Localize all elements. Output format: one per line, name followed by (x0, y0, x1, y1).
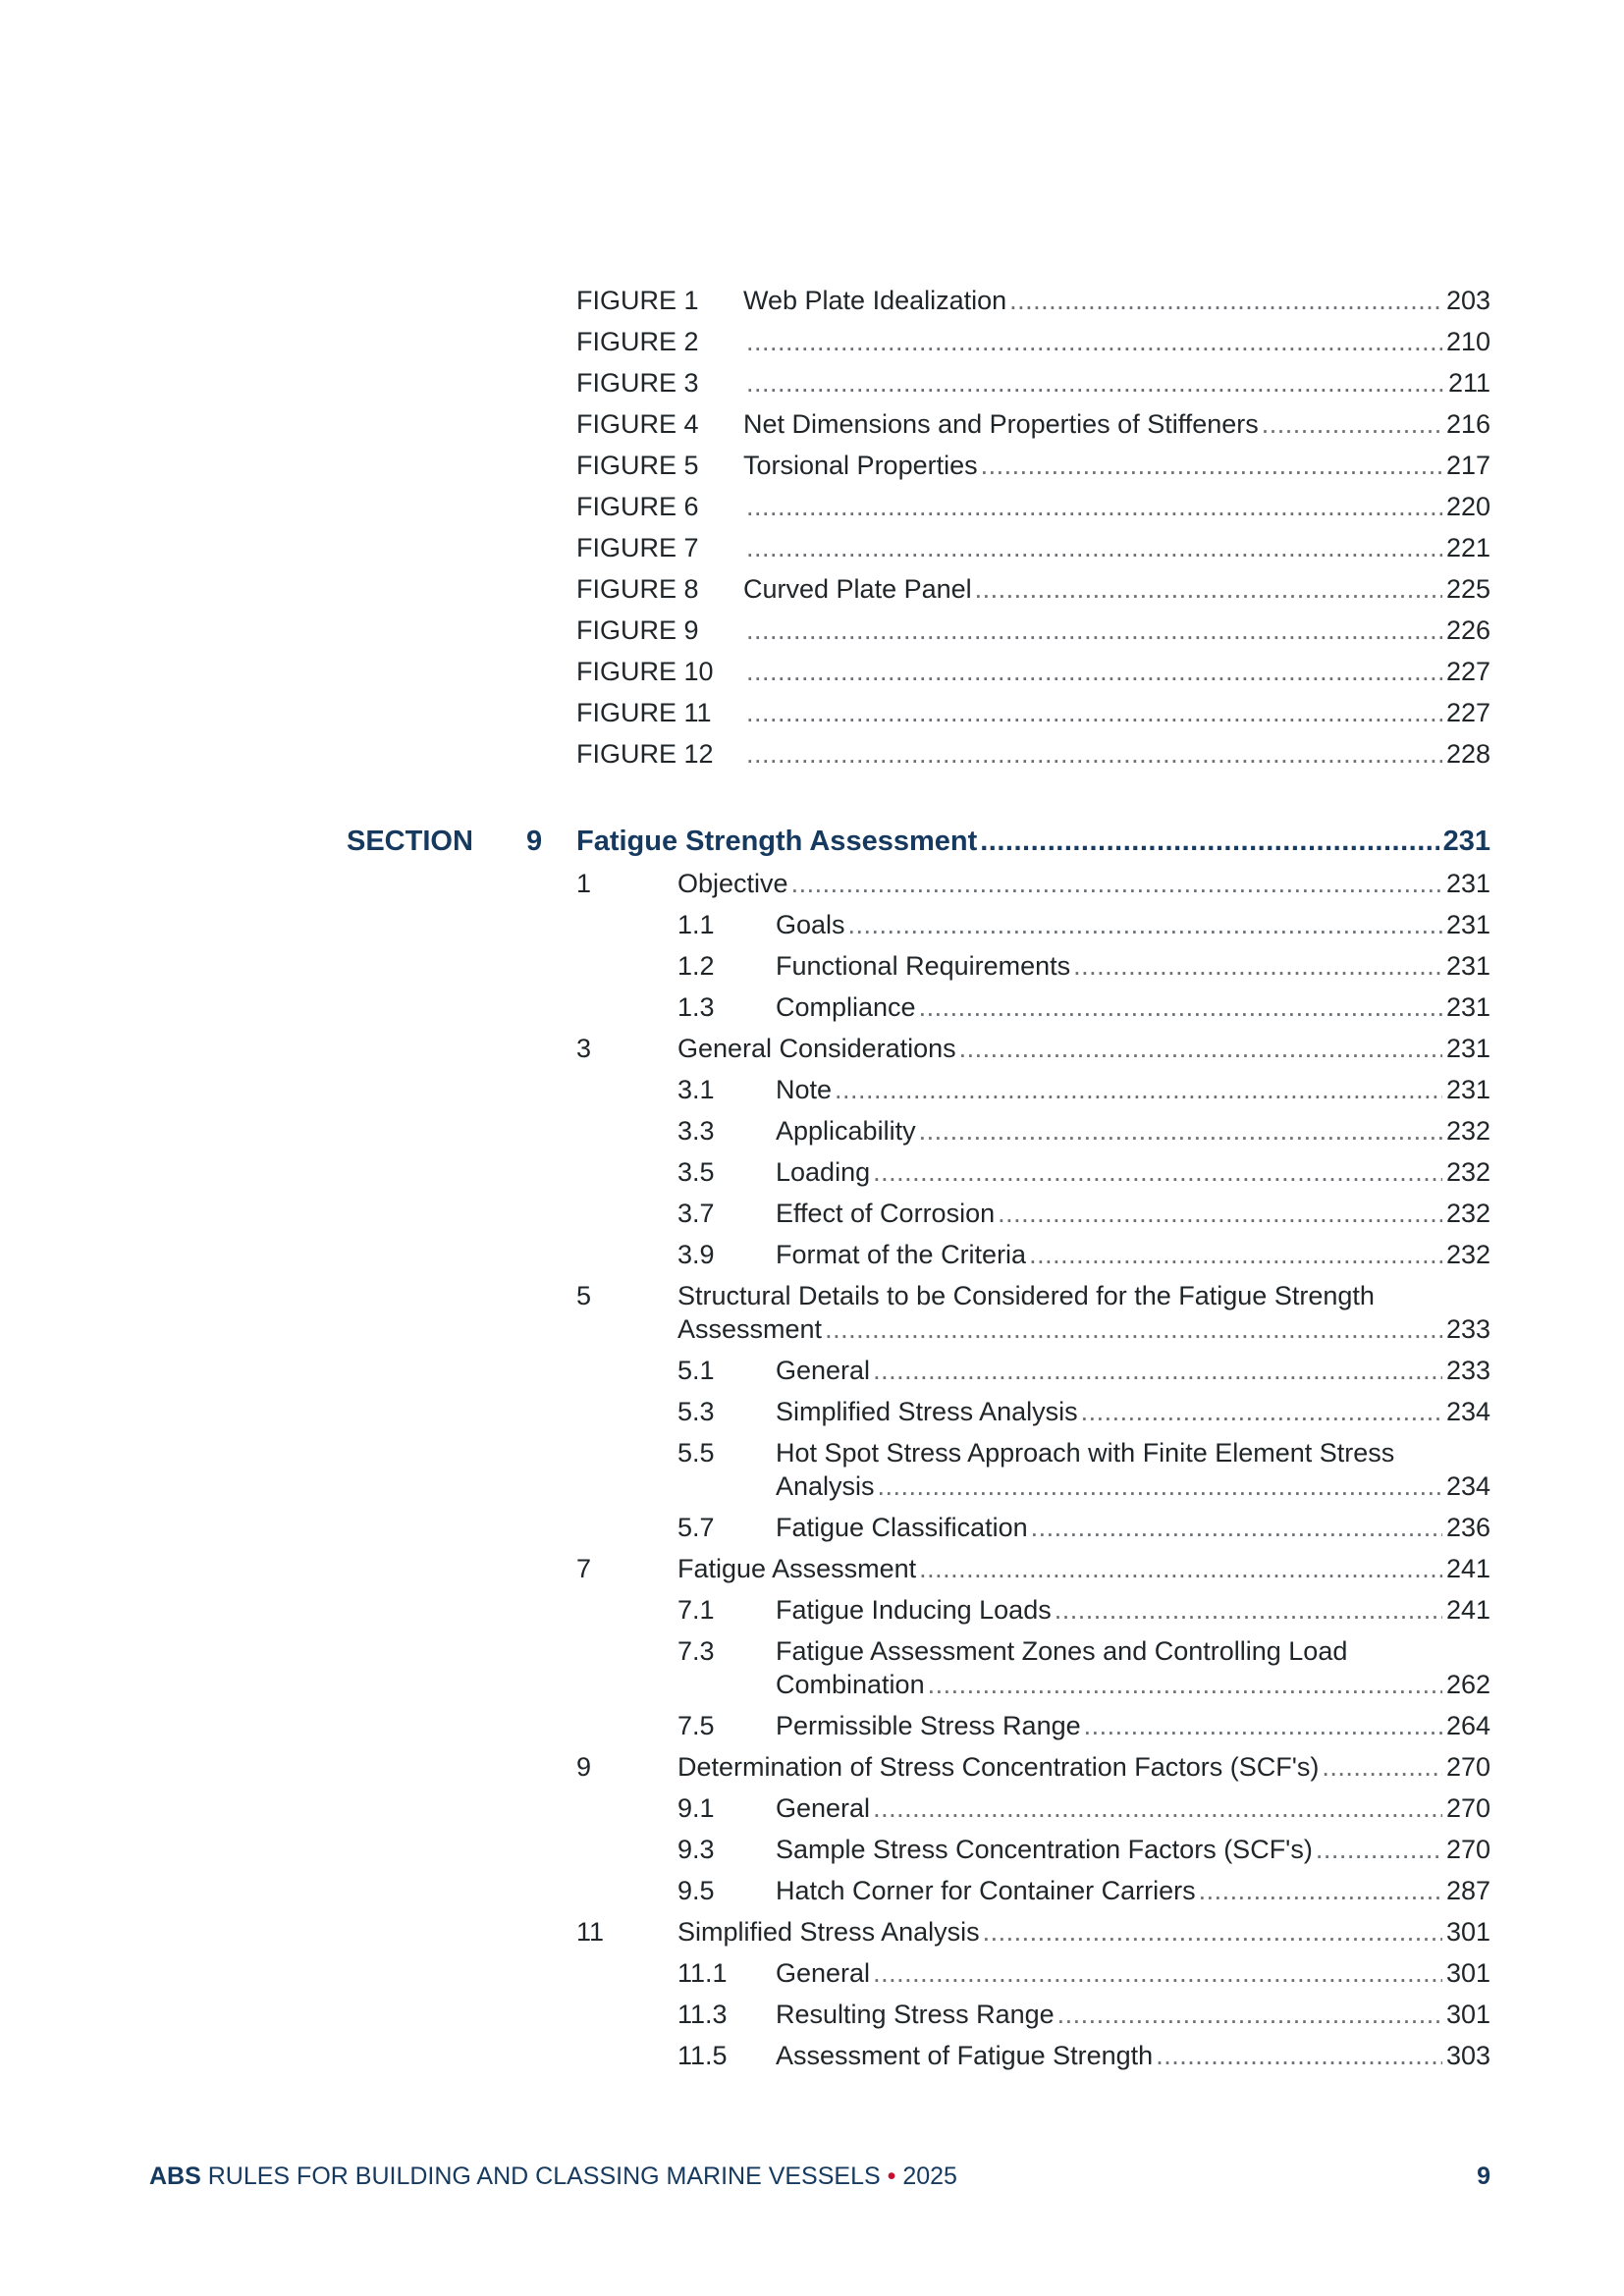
dot-leader (791, 868, 1442, 899)
page-number: 210 (1445, 327, 1490, 356)
dot-leader (1073, 950, 1442, 982)
figure-label: FIGURE 5 (576, 451, 699, 480)
page-number: 241 (1445, 1554, 1490, 1583)
figure-label: FIGURE 12 (576, 739, 714, 769)
page-number: 234 (1445, 1397, 1490, 1426)
page-number: 262 (1445, 1670, 1490, 1699)
entry-number: 5.1 (677, 1356, 715, 1385)
dot-leader (746, 326, 1442, 357)
entry-number: 7 (576, 1554, 592, 1583)
entry-title: General (776, 1958, 871, 1988)
figure-label: FIGURE 11 (576, 698, 712, 727)
dot-leader (1057, 1999, 1442, 2030)
toc-figure-row[interactable] (576, 614, 1490, 646)
dot-leader (1009, 285, 1442, 316)
entry-title: Fatigue Inducing Loads (776, 1595, 1052, 1625)
page-number: 232 (1445, 1116, 1490, 1146)
dot-leader (1199, 1875, 1442, 1906)
entry-title: Objective (677, 869, 788, 898)
entry-number: 7.3 (677, 1636, 715, 1666)
figure-title: Torsional Properties (743, 451, 978, 480)
toc-entry[interactable] (776, 1239, 1490, 1270)
dot-leader (848, 909, 1442, 940)
toc-figure-row[interactable] (576, 573, 1490, 605)
section-title: Fatigue Strength Assessment (576, 826, 978, 857)
page-number: 203 (1445, 286, 1490, 315)
toc-entry[interactable] (776, 1999, 1490, 2030)
section-number: 9 (526, 826, 543, 857)
page-number: 232 (1445, 1199, 1490, 1228)
page-number: 264 (1445, 1711, 1490, 1740)
entry-number: 7.5 (677, 1711, 715, 1740)
footer-text: RULES FOR BUILDING AND CLASSING MARINE VESSELS (207, 2163, 881, 2190)
entry-number: 3.9 (677, 1240, 715, 1269)
entry-number: 3 (576, 1034, 592, 1063)
toc-entry[interactable] (776, 1669, 1490, 1700)
dot-leader (873, 1156, 1442, 1188)
dot-leader (998, 1198, 1442, 1229)
toc-entry[interactable] (776, 1957, 1490, 1989)
toc-entry[interactable] (776, 1115, 1490, 1147)
entry-number: 3.7 (677, 1199, 715, 1228)
toc-figure-row[interactable] (576, 656, 1490, 687)
figure-label: FIGURE 1 (576, 286, 699, 315)
page-number: 231 (1445, 869, 1490, 898)
toc-entry[interactable] (776, 909, 1490, 940)
dot-leader (981, 450, 1442, 481)
dot-leader (746, 491, 1442, 522)
page-number: 211 (1447, 368, 1490, 398)
page-number: 301 (1445, 1958, 1490, 1988)
entry-number: 11.1 (677, 1958, 728, 1988)
page-number: 231 (1445, 951, 1490, 981)
dot-leader (980, 825, 1438, 858)
entry-title: Simplified Stress Analysis (677, 1917, 980, 1947)
dot-leader (1156, 2040, 1442, 2071)
toc-entry[interactable] (776, 1470, 1490, 1502)
dot-leader (746, 614, 1442, 646)
page-number: 236 (1445, 1513, 1490, 1542)
figure-label: FIGURE 6 (576, 492, 699, 521)
entry-title: Combination (776, 1670, 925, 1699)
toc-entry[interactable] (776, 1792, 1490, 1824)
page-number: 287 (1445, 1876, 1490, 1905)
figure-title: Web Plate Idealization (743, 286, 1007, 315)
entry-number: 9.1 (677, 1793, 715, 1823)
dot-leader (919, 1115, 1442, 1147)
entry-title: Permissible Stress Range (776, 1711, 1081, 1740)
toc-entry[interactable] (677, 1033, 1490, 1064)
toc-entry[interactable] (776, 1710, 1490, 1741)
entry-number: 5.5 (677, 1438, 715, 1468)
toc-entry[interactable] (776, 1198, 1490, 1229)
entry-title: Sample Stress Concentration Factors (SCF's) (776, 1835, 1313, 1864)
toc-entry[interactable] (776, 950, 1490, 982)
toc-entry[interactable] (677, 1553, 1490, 1584)
toc-entry[interactable] (677, 1751, 1490, 1783)
entry-title: Analysis (776, 1471, 875, 1501)
toc-entry[interactable] (776, 1156, 1490, 1188)
dot-leader (746, 738, 1442, 770)
page-number: 270 (1445, 1793, 1490, 1823)
section-title-row[interactable] (576, 825, 1490, 858)
entry-number: 3.3 (677, 1116, 715, 1146)
dot-leader (1055, 1594, 1442, 1626)
footer-page-number: 9 (1477, 2163, 1490, 2190)
dot-leader (1084, 1710, 1442, 1741)
figure-title: Net Dimensions and Properties of Stiffeners (743, 409, 1259, 439)
entry-number: 3.1 (677, 1075, 715, 1104)
entry-number: 7.1 (677, 1595, 715, 1625)
footer-brand: ABS (149, 2163, 201, 2190)
entry-title: Applicability (776, 1116, 916, 1146)
entry-title-line[interactable]: Hot Spot Stress Approach with Finite Element Stress (776, 1438, 1395, 1468)
toc-entry[interactable] (776, 1512, 1490, 1543)
page-number: 221 (1445, 533, 1490, 562)
entry-number: 5.7 (677, 1513, 715, 1542)
dot-leader (975, 573, 1442, 605)
dot-leader (1081, 1396, 1442, 1427)
page-number: 217 (1445, 451, 1490, 480)
dot-leader (878, 1470, 1442, 1502)
entry-number: 1.1 (677, 910, 715, 939)
dot-leader (835, 1074, 1442, 1105)
figure-label: FIGURE 10 (576, 657, 714, 686)
figure-title: Curved Plate Panel (743, 574, 972, 604)
page-number: 233 (1445, 1314, 1490, 1344)
toc-figure-row[interactable] (576, 532, 1490, 563)
entry-number: 11.3 (677, 2000, 728, 2029)
page-number: 226 (1445, 615, 1490, 645)
entry-title: Determination of Stress Concentration Factors (SCF's) (677, 1752, 1320, 1782)
dot-leader (746, 656, 1442, 687)
page-number: 303 (1445, 2041, 1490, 2070)
toc-entry[interactable] (677, 868, 1490, 899)
footer-bullet: • (887, 2163, 896, 2190)
page-number: 227 (1445, 657, 1490, 686)
figure-label: FIGURE 7 (576, 533, 699, 562)
entry-title: Simplified Stress Analysis (776, 1397, 1078, 1426)
entry-title: Assessment of Fatigue Strength (776, 2041, 1154, 2070)
entry-number: 9.3 (677, 1835, 715, 1864)
figure-label: FIGURE 4 (576, 409, 699, 439)
section-word: SECTION (347, 826, 473, 857)
page-number: 233 (1445, 1356, 1490, 1385)
entry-title: Assessment (677, 1314, 823, 1344)
toc-entry[interactable] (776, 1074, 1490, 1105)
page-number: 301 (1445, 2000, 1490, 2029)
page-footer (149, 2162, 1490, 2191)
dot-leader (746, 367, 1444, 399)
toc-figure-row[interactable] (576, 738, 1490, 770)
entry-title: General (776, 1356, 871, 1385)
dot-leader (1262, 408, 1442, 440)
toc-entry[interactable] (677, 1916, 1490, 1948)
section-page: 231 (1442, 826, 1490, 857)
entry-title-line[interactable]: Fatigue Assessment Zones and Controlling Load (776, 1636, 1348, 1666)
dot-leader (873, 1957, 1442, 1989)
toc-figure-row[interactable] (576, 408, 1490, 440)
entry-title: Effect of Corrosion (776, 1199, 996, 1228)
page-number: 231 (1445, 1034, 1490, 1063)
entry-title: Hatch Corner for Container Carriers (776, 1876, 1196, 1905)
page-number: 241 (1445, 1595, 1490, 1625)
toc-entry[interactable] (677, 1313, 1490, 1345)
toc-figure-row[interactable] (576, 285, 1490, 316)
page-number: 231 (1445, 992, 1490, 1022)
dot-leader (1029, 1239, 1442, 1270)
entry-title: General Considerations (677, 1034, 956, 1063)
toc-entry[interactable] (776, 1355, 1490, 1386)
page-number: 228 (1445, 739, 1490, 769)
entry-number: 1.2 (677, 951, 715, 981)
page-number: 231 (1445, 1075, 1490, 1104)
dot-leader (928, 1669, 1442, 1700)
entry-title: Resulting Stress Range (776, 2000, 1055, 2029)
entry-number: 1.3 (677, 992, 715, 1022)
entry-number: 11.5 (677, 2041, 728, 2070)
page-number: 227 (1445, 698, 1490, 727)
toc-entry[interactable] (776, 1834, 1490, 1865)
dot-leader (746, 697, 1442, 728)
toc-figure-row[interactable] (576, 697, 1490, 728)
toc-entry[interactable] (776, 1396, 1490, 1427)
dot-leader (1031, 1512, 1442, 1543)
toc-figure-row[interactable] (576, 326, 1490, 357)
toc-figure-row[interactable] (576, 367, 1490, 399)
toc-figure-row[interactable] (576, 491, 1490, 522)
entry-title: Goals (776, 910, 845, 939)
dot-leader (873, 1792, 1442, 1824)
entry-title-line[interactable]: Structural Details to be Considered for the Fatigue Strength (677, 1281, 1375, 1310)
page-number: 225 (1445, 574, 1490, 604)
dot-leader (983, 1916, 1442, 1948)
toc-entry[interactable] (776, 991, 1490, 1023)
page-number: 234 (1445, 1471, 1490, 1501)
entry-number: 9.5 (677, 1876, 715, 1905)
entry-title: Fatigue Assessment (677, 1554, 917, 1583)
entry-number: 5 (576, 1281, 592, 1310)
page-number: 216 (1445, 409, 1490, 439)
dot-leader (873, 1355, 1442, 1386)
toc-entry[interactable] (776, 1875, 1490, 1906)
entry-title: Format of the Criteria (776, 1240, 1027, 1269)
entry-number: 11 (576, 1917, 605, 1947)
page-number: 301 (1445, 1917, 1490, 1947)
page-number: 220 (1445, 492, 1490, 521)
dot-leader (919, 1553, 1442, 1584)
dot-leader (959, 1033, 1442, 1064)
entry-title: Loading (776, 1157, 871, 1187)
figure-label: FIGURE 8 (576, 574, 699, 604)
page-number: 232 (1445, 1240, 1490, 1269)
figure-label: FIGURE 2 (576, 327, 699, 356)
figure-label: FIGURE 3 (576, 368, 699, 398)
toc-entry[interactable] (776, 1594, 1490, 1626)
toc-entry[interactable] (776, 2040, 1490, 2071)
entry-title: Note (776, 1075, 833, 1104)
footer-year: 2025 (902, 2163, 957, 2190)
entry-title: Compliance (776, 992, 916, 1022)
page-number: 270 (1445, 1835, 1490, 1864)
entry-number: 1 (576, 869, 592, 898)
entry-title: Fatigue Classification (776, 1513, 1028, 1542)
page-number: 232 (1445, 1157, 1490, 1187)
page-number: 270 (1445, 1752, 1490, 1782)
dot-leader (1316, 1834, 1442, 1865)
dot-leader (1322, 1751, 1442, 1783)
entry-title: Functional Requirements (776, 951, 1071, 981)
entry-number: 5.3 (677, 1397, 715, 1426)
entry-number: 3.5 (677, 1157, 715, 1187)
entry-number: 9 (576, 1752, 592, 1782)
page-number: 231 (1445, 910, 1490, 939)
entry-title: General (776, 1793, 871, 1823)
dot-leader (919, 991, 1442, 1023)
dot-leader (746, 532, 1442, 563)
figure-label: FIGURE 9 (576, 615, 699, 645)
toc-figure-row[interactable] (576, 450, 1490, 481)
dot-leader (825, 1313, 1442, 1345)
